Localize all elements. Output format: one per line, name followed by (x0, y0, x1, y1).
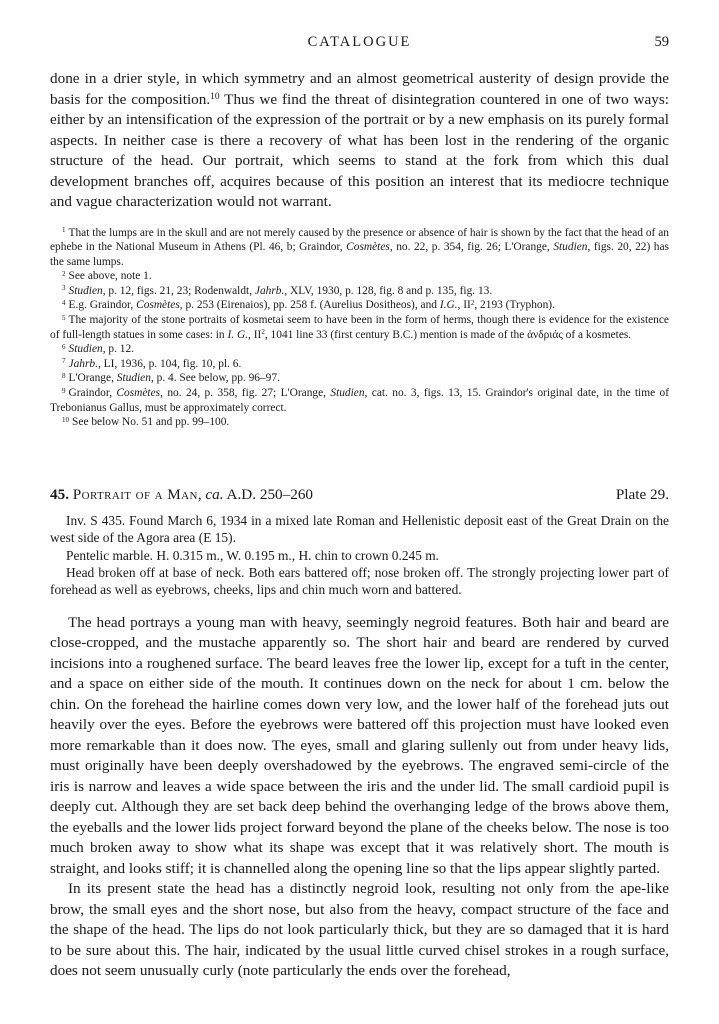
body-paragraph: The head portrays a young man with heavy, seemingly negroid features. Both hair and beard are close-cropped, and the mustache apparently so. The short hair and beard are rendered by curved incisions into a roughened surface. The beard leaves free the lower lip, except for a tuft in the center, and a space on either side of the mouth. It continues down on the neck for about 1 cm. below the chin. On the forehead the hairline comes down very low, and the lower half of the forehead juts out heavily over the eyes. Before the eyebrows were battered off this projection must have looked even more remarkable than it does now. The eyes, small and glaring sullenly out from under heavy lids, must originally have been deeply overshadowed by the eyebrows. The engraved semi-circle of the iris is narrow and leaves a wide space between the iris and the under lid. The small cardioid pupil is deeply cut. Although they are set back deep behind the overhanging ledge of the brows above them, the eyeballs and the lower lids project forward beyond the plane of the cheeks below. The nose is too much broken away to show what its shape was except that it was relatively short. The mouth is straight, and looks stiff; it is channelled along the opening line so that the lips appear slightly parted. (50, 613, 669, 877)
footnote-text: That the lumps are in the skull and are not merely caused by the presence or absence of hair is shown by the fact that the head of an ephebe in the National Museum in Athens (Pl. 46, b; Graindor, Cosmètes, no. 22, p. 354, fig. 26; L'Orange, Studien, figs. 20, 22) has the same lumps. (50, 226, 669, 268)
footnote-text: Studien, p. 12, figs. 21, 23; Rodenwaldt, Jahrb., XLV, 1930, p. 128, fig. 8 and p. 135, fig. 13. (68, 284, 493, 297)
footnote-item (50, 386, 669, 415)
footnote-item (50, 371, 669, 386)
footnote-item (50, 313, 669, 342)
footnote-text: Studien, p. 12. (68, 343, 135, 356)
footnote-text: L'Orange, Studien, p. 4. See below, pp. 96–97. (68, 372, 280, 385)
body-paragraph: In its present state the head has a distinctly negroid look, resulting not only from the ape-like brow, the small eyes and the short nose, but also from the heavy, compact structure of the face and the shape of the head. The lips do not look particularly thick, but they are so damaged that it is hard to be sure about this. The hair, indicated by the usual little curved chisel strokes in a rough surface, does not seem unusually curly (note particularly the ends over the forehead, (50, 880, 669, 980)
footnote-item (50, 342, 669, 357)
entry-description-paragraph: Inv. S 435. Found March 6, 1934 in a mixed late Roman and Hellenistic deposit east of the Great Drain on the west side of the Agora area (E 15). (50, 512, 669, 546)
footnote-number: 4 (62, 298, 66, 307)
footnote-number: 6 (62, 342, 66, 351)
footnote-number: 10 (62, 415, 70, 424)
entry-description (50, 512, 669, 599)
footnotes-section (50, 226, 669, 430)
footnote-item (50, 284, 669, 299)
plate-reference: Plate 29. (615, 485, 669, 503)
footnote-item (50, 357, 669, 372)
entry-heading-row (50, 486, 669, 504)
footnote-text: Graindor, Cosmètes, no. 24, p. 358, fig. 27; L'Orange, Studien, cat. no. 3, figs. 13, 15. Graindor's original date, in the time of Trebonianus Gallus, must be approximately correct. (50, 387, 669, 414)
body-text-section (50, 613, 669, 982)
running-head (50, 34, 669, 51)
entry-description-paragraph: Head broken off at base of neck. Both ears battered off; nose broken off. The strongly projecting lower part of forehead as well as eyebrows, cheeks, lips and chin much worn and battered. (50, 565, 669, 598)
footnote-text: See below No. 51 and pp. 99–100. (72, 416, 230, 429)
entry-description-paragraph: Pentelic marble. H. 0.315 m., W. 0.195 m., H. chin to crown 0.245 m. (66, 547, 440, 563)
footnote-number: 2 (62, 269, 66, 278)
footnote-text: E.g. Graindor, Cosmètes, p. 253 (Eirenaios), pp. 258 f. (Aurelius Dositheos), and I.G., $II^2$, 2193 (Tryphon). (68, 298, 555, 312)
footnote-item (50, 298, 669, 313)
footnote-item (50, 226, 669, 270)
intro-section (50, 69, 669, 213)
footnote-item (50, 415, 669, 430)
footnote-item (50, 269, 669, 284)
page-number: 59 (654, 34, 669, 50)
running-head-title: CATALOGUE (307, 34, 412, 50)
footnote-text: See above, note 1. (68, 270, 152, 283)
footnote-number: 5 (62, 313, 66, 322)
footnote-text: The majority of the stone portraits of kosmetai seem to have been in the form of herms, though there is evidence for the existence of full-length statues in some cases: in I. G., $II^2$, 1041 line 33 (first century B.C.) mention is made of the ἀνδριάς of a kosmetes. (50, 314, 669, 341)
footnote-number: 3 (62, 284, 66, 293)
footnote-number: 7 (62, 357, 66, 366)
intro-paragraph: done in a drier style, in which symmetry and an almost geometrical austerity of design provide the basis for the composition.$^{10}$ Thus we find the threat of disintegration countered in one of two ways: either by an intensification of the expression of the portrait or by a new emphasis on its purely formal aspects. In neither case is there a recovery of what has been lost in the rendering of the organic structure of the head. Our portrait, which seems to stand at the fork from which this dual development branches off, acquires because of this position an interest that its mediocre technique and vague characterization would not warrant. (50, 70, 669, 210)
entry-title: 45. Portrait of a Man, ca. A.D. 250–260 (50, 485, 314, 503)
footnote-number: 1 (62, 225, 66, 234)
footnote-text: Jahrb., LI, 1936, p. 104, fig. 10, pl. 6. (68, 357, 242, 370)
footnote-number: 9 (62, 386, 66, 395)
footnote-number: 8 (62, 371, 66, 380)
